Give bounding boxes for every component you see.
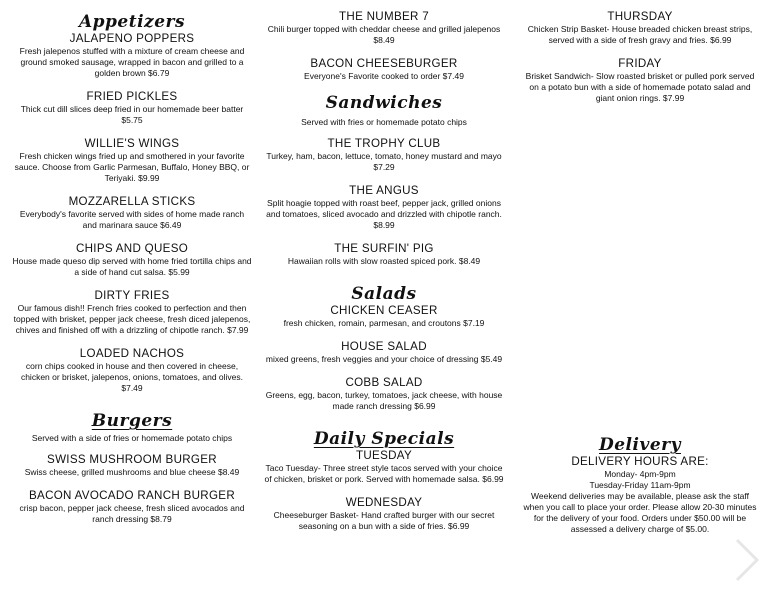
menu-item-description: Fresh jalepenos stuffed with a mixture of cream cheese and ground smoked sausage, wrapped in bacon and grilled to a golden brown $6.79 [19, 46, 245, 78]
menu-column-middle [262, 10, 506, 543]
menu-item-description: Everybody's favorite served with sides of home made ranch and marinara sauce $6.49 [19, 209, 245, 230]
menu-item-description: Fresh chicken wings fried up and smothered in your favorite sauce. Choose from Garlic Parmesan, Buffalo, Honey BBQ, or Teriyaki. $9.99 [14, 151, 250, 183]
menu-item-name: THE TROPHY CLUB [327, 137, 441, 150]
menu-item [262, 496, 506, 532]
menu-item [10, 289, 254, 336]
menu-item-description: Our famous dish!! French fries cooked to perfection and then topped with brisket, pepper jack cheese, fresh diced jalepenos, chives and finished off with a drizzling of chipotle ranch. $7.99 [13, 303, 251, 335]
menu-item [10, 90, 254, 126]
menu-item-description: Cheeseburger Basket- Hand crafted burger with our secret seasoning on a bun with a side of fries. $6.99 [273, 510, 495, 531]
menu-item-name: HOUSE SALAD [341, 340, 427, 353]
menu-item [262, 137, 506, 173]
menu-item [10, 347, 254, 394]
section-title-delivery: Delivery [598, 435, 681, 455]
menu-item-name: FRIED PICKLES [86, 90, 178, 103]
delivery-hours-week: Tuesday-Friday 11am-9pm [589, 480, 691, 490]
section-title-burgers: Burgers [91, 411, 173, 431]
menu-item-description: corn chips cooked in house and then covered in cheese, chicken or brisket, jalepenos, onions, tomatoes, and olives. $7.49 [20, 361, 244, 393]
menu-item-name: JALAPENO POPPERS [69, 32, 195, 45]
menu-item [262, 184, 506, 231]
menu-column-left [10, 10, 254, 536]
menu-item-description: fresh chicken, romain, parmesan, and croutons $7.19 [283, 318, 485, 328]
menu-item-name: BACON AVOCADO RANCH BURGER [29, 489, 235, 502]
menu-column-right [520, 10, 760, 535]
section-title-sandwiches: Sandwiches [325, 93, 443, 113]
delivery-hours-weekday: Monday- 4pm-9pm [604, 469, 676, 479]
menu-item-description: Thick cut dill slices deep fried in our homemade beer batter $5.75 [20, 104, 244, 125]
menu-item [262, 340, 506, 365]
menu-item [10, 137, 254, 184]
menu-item-name: LOADED NACHOS [79, 347, 185, 360]
menu-item [520, 10, 760, 46]
menu-item-description: Chicken Strip Basket- House breaded chicken breast strips, served with a side of fresh gravy and fries. $6.99 [527, 24, 753, 45]
section-title-daily-specials: Daily Specials [313, 429, 455, 449]
menu-item-description: Everyone's Favorite cooked to order $7.49 [304, 71, 464, 81]
menu-item-name: TUESDAY [356, 449, 412, 462]
menu-item [520, 57, 760, 104]
menu-item-name: WILLIE'S WINGS [84, 137, 180, 150]
menu-item-name: MOZZARELLA STICKS [68, 195, 196, 208]
decorative-mark-icon [732, 535, 762, 585]
menu-item-name: CHICKEN CEASER [330, 304, 438, 317]
menu-item [10, 453, 254, 478]
delivery-hours-label: DELIVERY HOURS ARE: [571, 455, 709, 468]
menu-item [262, 57, 506, 82]
section-note-burgers: Served with a side of fries or homemade potato chips [31, 433, 233, 443]
menu-item-name: THURSDAY [607, 10, 673, 23]
menu-item-description: Turkey, ham, bacon, lettuce, tomato, honey mustard and mayo $7.29 [266, 151, 502, 172]
menu-item-description: Taco Tuesday- Three street style tacos served with your choice of chicken, brisket or pork. Served with homemade salsa. $6.99 [264, 463, 504, 484]
menu-item-name: BACON CHEESEBURGER [310, 57, 458, 70]
menu-item-name: THE ANGUS [349, 184, 419, 197]
menu-item-description: Brisket Sandwich- Slow roasted brisket or pulled pork served on a potato bun with a side of homemade potato salad and giant onion rings. $7.99 [525, 71, 755, 103]
section-title-salads: Salads [351, 284, 417, 304]
menu-item [262, 449, 506, 485]
menu-item [262, 242, 506, 267]
menu-item-description: Greens, egg, bacon, turkey, tomatoes, jack cheese, with house made ranch dressing $6.99 [265, 390, 503, 411]
menu-item-description: Chili burger topped with cheddar cheese and grilled jalepenos $8.49 [267, 24, 501, 45]
menu-item-description: Split hoagie topped with roast beef, pepper jack, grilled onions and tomatoes, sliced avocado and drizzled with chipotle ranch. $8.99 [266, 198, 502, 230]
menu-item-name: COBB SALAD [345, 376, 423, 389]
menu-item [10, 489, 254, 525]
menu-item-description: mixed greens, fresh veggies and your choice of dressing $5.49 [265, 354, 503, 364]
menu-item [10, 195, 254, 231]
menu-item [262, 304, 506, 329]
menu-item-description: crisp bacon, pepper jack cheese, fresh sliced avocados and ranch dressing $8.79 [19, 503, 245, 524]
menu-item-name: THE SURFIN' PIG [334, 242, 434, 255]
menu-item [10, 242, 254, 278]
menu-item-name: THE NUMBER 7 [339, 10, 429, 23]
menu-item-name: CHIPS AND QUESO [75, 242, 189, 255]
menu-item-description: Swiss cheese, grilled mushrooms and blue cheese $8.49 [24, 467, 240, 477]
section-title-appetizers: Appetizers [78, 12, 186, 32]
section-note-sandwiches: Served with fries or homemade potato chips [301, 117, 467, 127]
menu-item [10, 32, 254, 79]
menu-item-name: FRIDAY [618, 57, 662, 70]
delivery-info: Weekend deliveries may be available, please ask the staff when you call to place your order. Please allow 20-30 minutes for the delivery of your food. Orders under $50.00 will be assessed a delivery charge of $5.00. [523, 491, 757, 534]
menu-item-name: WEDNESDAY [345, 496, 423, 509]
menu-item-name: SWISS MUSHROOM BURGER [47, 453, 217, 466]
menu-item-description: Hawaiian rolls with slow roasted spiced pork. $8.49 [287, 256, 481, 266]
menu-item [262, 10, 506, 46]
menu-item [262, 376, 506, 412]
menu-item-name: DIRTY FRIES [94, 289, 170, 302]
menu-item-description: House made queso dip served with home fried tortilla chips and a side of hand cut salsa. $5.99 [12, 256, 252, 277]
